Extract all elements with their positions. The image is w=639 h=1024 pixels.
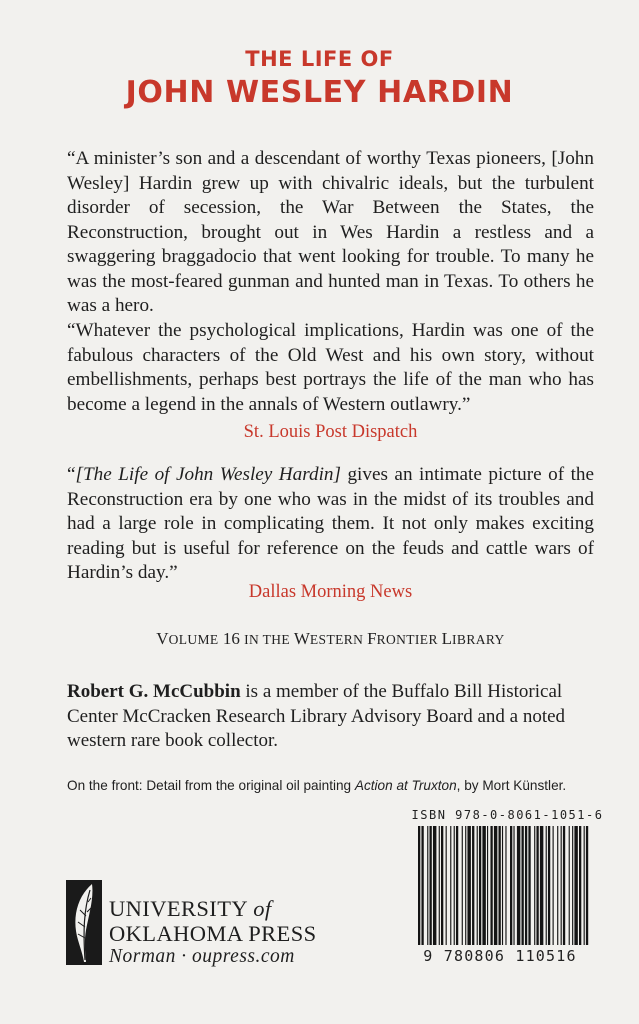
quote-3-open: “ (67, 464, 76, 485)
quote-2: “Whatever the psychological implications, Hardin was one of the fabulous characters of the Old West and his own story, without embellishments, perhaps best portrays the life of the man who has become a legend in the annals of Western outlawry.” (67, 320, 594, 415)
volume-olume: OLUME (168, 632, 219, 647)
barcode (416, 826, 591, 945)
quote-3 (67, 463, 594, 586)
volume-number: 16 (218, 629, 245, 648)
publisher-university: UNIVERSITY (109, 896, 254, 921)
publisher-line-2: OKLAHOMA PRESS (109, 921, 317, 946)
publisher-line-1 (109, 896, 272, 922)
cover-credit-suffix: , by Mort Künstler. (456, 778, 567, 793)
volume-estern: ESTERN (309, 632, 368, 647)
volume-ibrary: IBRARY (452, 632, 505, 647)
isbn-label: ISBN 978-0-8061-1051-6 (411, 808, 604, 822)
series-volume (67, 629, 594, 649)
editor-bio-text: is a member of the Buffalo Bill Historical Center McCracken Research Library Advisory Board and a noted western rare book collector. (67, 681, 566, 751)
quote-2-source: St. Louis Post Dispatch (243, 422, 418, 442)
quote-3-rest: gives an intimate picture of the Reconstruction era by one who was in the midst of its troubles and had a large role in complicating them. It not only makes exciting reading but is useful for reference on the feuds and cattle wars of Hardin’s day.” (67, 464, 595, 583)
volume-f: F (367, 629, 377, 648)
cover-credit (67, 775, 607, 797)
cover-credit-prefix: On the front: Detail from the original oil painting (67, 778, 355, 793)
editor-name: Robert G. McCubbin (67, 681, 241, 702)
volume-l: L (441, 629, 453, 648)
editor-bio (67, 680, 594, 754)
painting-title: Action at Truxton (354, 778, 457, 793)
quill-feather-logo (66, 880, 102, 965)
title-line-1: THE LIFE OF (245, 47, 394, 71)
volume-in-the: IN THE (244, 632, 294, 647)
barcode-digits: 9 780806 110516 (423, 947, 577, 965)
quote-3-source: Dallas Morning News (248, 582, 413, 602)
volume-v: V (156, 629, 169, 648)
quote-3-book-title: [The Life of John Wesley Hardin] (75, 464, 341, 485)
publisher-location-url: Norman · oupress.com (109, 946, 295, 967)
quote-1: “A minister’s son and a descendant of worthy Texas pioneers, [John Wesley] Hardin grew up with chivalric ideals, but the turbulent disorder of secession, the War Between the States, the Reconstruction, brought out in Wes Hardin a restless and a swaggering braggadocio that went looking for trouble. To many he was the most-feared gunman and hunted man in Texas. To others he was a hero. (67, 148, 594, 316)
publisher-of: of (253, 896, 272, 921)
volume-w: W (293, 629, 310, 648)
title-line-2: JOHN WESLEY HARDIN (125, 75, 514, 110)
volume-rontier: RONTIER (376, 632, 442, 647)
